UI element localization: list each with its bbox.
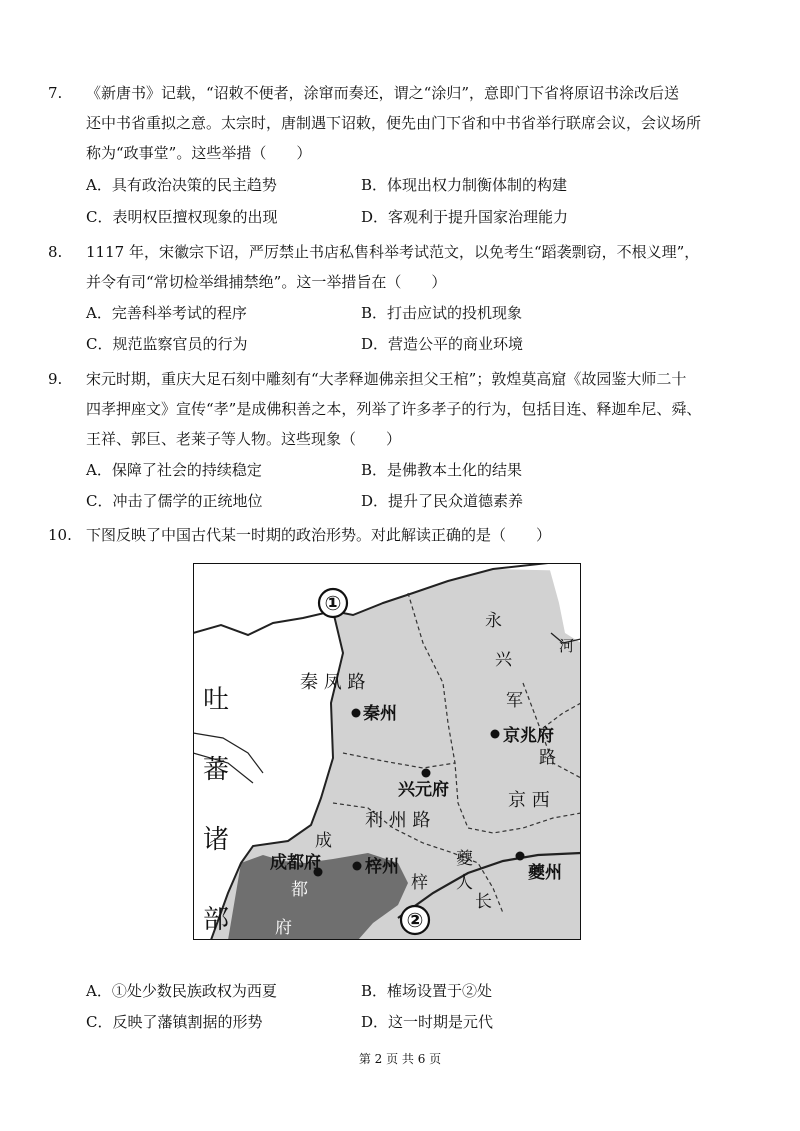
map-label: 京兆府 [503,726,554,746]
map-label: 兴 [495,650,512,670]
map-figure [193,563,581,940]
option-d: D．这一时期是元代 [361,1013,494,1031]
option-b: B．体现出权力制衡体制的构建 [361,176,568,194]
city-dot-xingyuanfu [422,769,431,778]
question-line: 下图反映了中国古代某一时期的政治形势。对此解读正确的是（ ） [86,526,552,544]
option-d: D．营造公平的商业环境 [361,335,524,353]
map-label: 部 [203,905,230,935]
city-dot-kuizhou [516,852,525,861]
option-a: A．①处少数民族政权为西夏 [86,982,277,1000]
option-c: C．冲击了儒学的正统地位 [86,492,263,510]
map-label: 永 [485,611,502,631]
map-label: 河 [559,637,575,655]
option-c: C．反映了藩镇割据的形势 [86,1013,263,1031]
option-b: B．打击应试的投机现象 [361,304,523,322]
map-label: 路 [539,748,556,768]
question-line: 还中书省重拟之意。太宗时，唐制遇下诏敕，便先由门下省和中书省举行联席会议，会议场所 [86,114,702,132]
map-label: 秦 凤 路 [300,672,366,693]
question-10 [48,520,750,550]
city-dot-qinzhou [352,709,361,718]
map-label: 夔 [456,849,473,869]
map-label: 秦州 [363,704,397,724]
option-a: A．完善科举考试的程序 [86,304,247,322]
map-label: 成都府 [270,853,321,873]
option-b: B．榷场设置于②处 [361,982,493,1000]
question-line: 并令有司“常切检举缉捕禁绝”。这一举措旨在（ ） [86,273,447,291]
option-c: C．表明权臣擅权现象的出现 [86,208,278,226]
question-9 [48,364,750,454]
question-number: 10. [48,526,72,544]
map-label: 军 [506,691,523,711]
map-label: 梓 [411,873,428,893]
map-label: 兴元府 [398,780,449,800]
page-footer: 第 2 页 共 6 页 [358,1052,442,1066]
option-a: A．具有政治决策的民主趋势 [86,176,277,194]
marker-2-label: ② [406,908,424,932]
map-label: 人 [456,873,473,893]
question-number: 8. [48,243,63,261]
map-label: 利 州 路 [365,810,431,831]
map-label: 夔州 [528,863,562,883]
question-line: 王祥、郭巨、老莱子等人物。这些现象（ ） [86,430,402,448]
question-number: 9. [48,370,63,388]
map-label: 成 [315,831,332,851]
map-label: 府 [275,918,292,938]
map-label: 长 [475,892,492,912]
option-d: D．提升了民众道德素养 [361,492,524,510]
option-c: C．规范监察官员的行为 [86,335,248,353]
question-8 [48,237,750,297]
option-d: D．客观利于提升国家治理能力 [361,208,569,226]
marker-1-label: ① [324,591,342,615]
question-line: 宋元时期，重庆大足石刻中雕刻有“大孝释迦佛亲担父王棺”；敦煌莫高窟《故园鉴大师二十 [86,370,687,388]
map-label: 京 西 [508,790,550,811]
question-number: 7. [48,84,63,102]
map-label: 诸 [203,825,230,855]
question-line: 四孝押座文》宣传“孝”是成佛积善之本，列举了许多孝子的行为，包括目连、释迦牟尼、舜、 [86,400,702,418]
city-dot-jingzhaofu [491,730,500,739]
question-7 [48,78,750,168]
map-label: 蕃 [203,755,230,785]
question-line: 1117 年，宋徽宗下诏，严厉禁止书店私售科举考试范文，以免考生“蹈袭剽窃，不根义理”， [86,243,700,261]
map-label: 梓州 [365,857,399,877]
option-a: A．保障了社会的持续稳定 [86,461,262,479]
map-label: 都 [291,880,308,900]
map-svg [193,563,581,940]
question-line: 《新唐书》记载，“诏敕不便者，涂窜而奏还，谓之“涂归”，意即门下省将原诏书涂改后送 [86,84,680,102]
city-dot-zizhou [353,862,362,871]
option-b: B．是佛教本土化的结果 [361,461,523,479]
question-line: 称为“政事堂”。这些举措（ ） [86,144,312,162]
map-label: 吐 [203,685,230,715]
